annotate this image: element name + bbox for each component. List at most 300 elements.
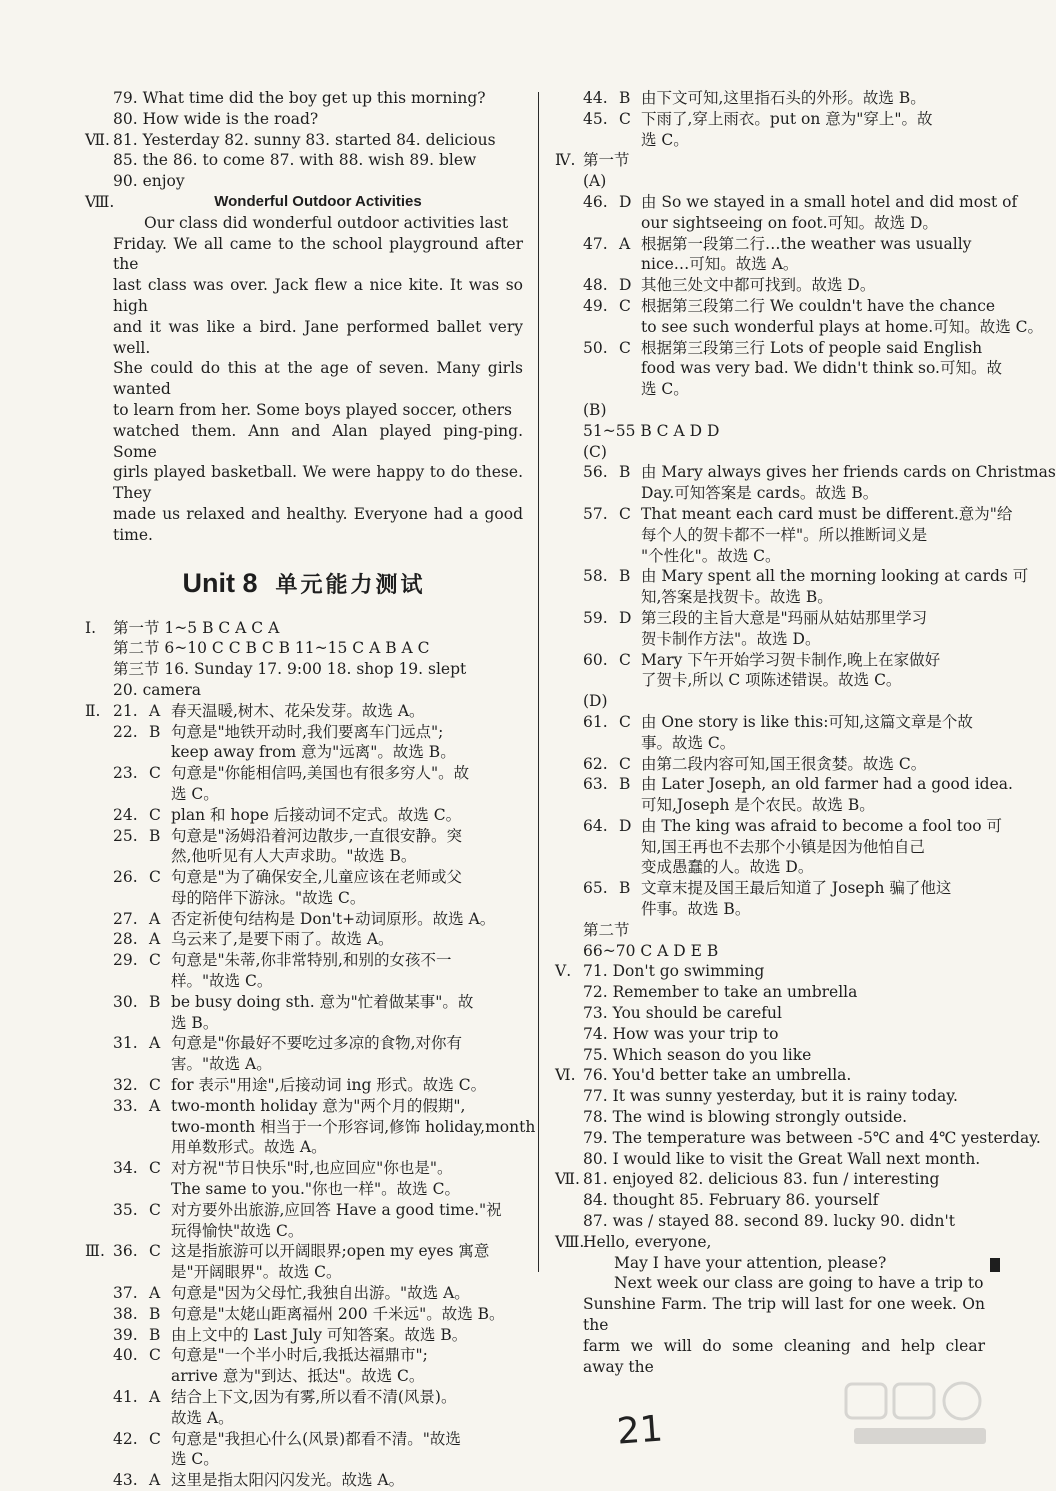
explanation-line: 害。"故选 A。 [171,1055,272,1074]
question-number: 33. [113,1096,138,1115]
answer-letter: B [149,1304,161,1323]
answer-letter: C [149,1200,161,1219]
explanation [641,608,985,650]
answer-letter: D [619,192,632,211]
explanation-line: nice…可知。故选 A。 [641,255,799,274]
column-divider [538,92,539,1272]
answer-item [85,763,523,805]
section-v-line-text: 72. Remember to take an umbrella [583,983,858,1002]
explanation-line: 由第二段内容可知,国王很贪婪。故选 C。 [641,754,927,773]
explanation-line: 故选 A。 [171,1408,234,1427]
answer-item [555,192,1018,234]
part-label: (C) [583,442,607,461]
answer-letter: C [619,296,631,315]
explanation [171,1241,523,1283]
explanation [171,701,523,722]
answer-item [555,608,985,650]
answer-item [85,1200,523,1242]
section-numeral: Ⅵ. [555,1066,576,1085]
question-number: 26. [113,868,138,887]
explanation-line: 文章末提及国王最后知道了 Joseph 骗了他这 [641,879,952,898]
answer-item [555,712,985,754]
section-v-line-text: 73. You should be careful [583,1004,782,1023]
explanation-line: 样。"故选 C。 [171,972,273,991]
answer-letter: A [149,930,161,949]
section-vi-line [555,1128,1041,1149]
section-numeral: Ⅲ. [85,1242,105,1261]
letter-line: farm we will do some cleaning and help clear away the [583,1336,985,1376]
essay-line: She could do this at the age of seven. Many girls wanted [113,359,523,399]
section-i-line-text: 20. camera [113,680,202,699]
explanation-line: 选 C。 [171,1450,219,1469]
answer-letter: C [149,951,161,970]
question-line [85,88,523,109]
answer-letter: B [619,89,631,107]
explanation [171,929,523,950]
explanation-line: 这里是指太阳闪闪发光。故选 A。 [171,1471,405,1490]
explanation [171,1200,523,1242]
question-number: 62. [583,754,608,773]
question-number: 35. [113,1200,138,1219]
explanation [171,1345,523,1387]
question-number: 56. [583,463,608,482]
explanation-line: two-month holiday 意为"两个月的假期", [171,1096,466,1115]
essay-line: and it was like a bird. Jane performed ballet very well. [113,317,523,357]
question-number: 37. [113,1284,138,1303]
letter [583,1232,985,1378]
question-number: 61. [583,712,608,731]
explanation-line: "个性化"。故选 C。 [641,546,781,565]
explanation-line: 对方要外出旅游,应回答 Have a good time."祝 [171,1200,502,1219]
section-vi-line-text: 77. It was sunny yesterday, but it is rainy today. [583,1087,958,1106]
explanation [641,296,1043,338]
letter-line: May I have your attention, please? [614,1253,887,1272]
explanation-line: That meant each card must be different.意为"给 [641,504,1013,523]
section-i-line-text: 第一节 1~5 B C A C A [113,618,280,637]
answer-item [85,1075,523,1096]
explanation [641,774,1013,816]
section-v-line [555,1024,985,1045]
explanation-line: arrive 意为"到达、抵达"。故选 C。 [171,1367,425,1386]
question-number: 47. [583,234,608,253]
explanation-line: to see such wonderful plays at home.可知。故选 C。 [641,317,1043,336]
answer-range: 51~55 B C A D D [583,421,720,440]
essay-line: to learn from her. Some boys played soccer, others [113,400,512,419]
explanation-line: 由下文可知,这里指石头的外形。故选 B。 [641,89,926,107]
explanation-line: 乌云来了,是要下雨了。故选 A。 [171,930,394,949]
answer-letter: D [619,276,632,295]
edge-mark [990,1258,1000,1272]
question-number: 22. [113,722,138,741]
explanation-line: 句意是"朱蒂,你非常特别,和别的女孩不一 [171,951,452,970]
explanation-line: The same to you."你也一样"。故选 C。 [171,1180,460,1199]
explanation-line: food was very bad. We didn't think so.可知。故 [641,359,1002,378]
question-number: 44. [583,89,608,107]
explanation [171,1325,523,1346]
explanation [171,805,523,826]
explanation [171,1075,523,1096]
question-number: 25. [113,826,138,845]
section-numeral: Ⅶ. [555,1170,580,1189]
section-numeral: Ⅷ. [555,1232,585,1251]
answer-item [85,1345,523,1387]
explanation [171,950,523,992]
section-v-line [555,1045,985,1066]
answer-letter: C [619,504,631,523]
explanation [641,712,985,754]
answer-letter: D [619,816,632,835]
explanation-line: 母的陪伴下游泳。"故选 C。 [171,888,366,907]
explanation [171,909,523,930]
answer-letter: A [149,1096,161,1115]
explanation [641,878,985,920]
explanation [641,816,1002,878]
section-numeral: Ⅱ. [85,701,101,720]
question-number: 43. [113,1471,138,1490]
right-column [555,88,1056,1377]
explanation-line: 由 Later Joseph, an old farmer had a good idea. [641,775,1013,794]
explanation-line: 句意是"因为父母忙,我独自出游。"故选 A。 [171,1284,470,1303]
letter-line: Sunshine Farm. The trip will last for one week. On the [583,1295,985,1335]
question-number: 31. [113,1034,138,1053]
explanation-line: 是"开阔眼界"。故选 C。 [171,1263,342,1282]
section-vi-line [555,1149,985,1170]
explanation [171,763,523,805]
explanation [641,462,1056,504]
answer-item [555,816,1003,878]
section-vi-line [555,1065,985,1086]
answer-letter: B [149,826,161,845]
explanation-line: plan 和 hope 后接动词不定式。故选 C。 [171,805,462,824]
answer-letter: B [619,879,631,898]
explanation [171,992,523,1034]
question-number: 27. [113,909,138,928]
question-number: 48. [583,276,608,295]
explanation-line: 了贺卡,所以 C 项陈述错误。故选 C。 [641,671,902,690]
answer-item [555,234,985,276]
explanation [641,338,1002,400]
answer-range: 66~70 C A D E B [583,941,719,960]
vii-answers-text: 90. enjoy [113,172,185,191]
answer-letter: A [149,909,161,928]
essay-line: last class was over. Jack flew a nice kite. It was so high [113,276,523,315]
section-vi-line [555,1107,985,1128]
question-number: 40. [113,1346,138,1365]
question-number: 59. [583,608,608,627]
question-number: 60. [583,650,608,669]
answer-item [85,1304,523,1325]
section-v-line [555,961,985,982]
answer-item [555,109,985,151]
explanation [641,234,985,276]
answer-item [85,805,523,826]
letter-greeting: Hello, everyone, [583,1232,712,1251]
answer-letter: C [149,1076,161,1095]
answer-item [85,929,523,950]
answer-item [85,1158,523,1200]
essay-line: girls played basketball. We were happy to do these. They [113,463,523,503]
explanation-line: 选 C。 [641,130,689,149]
answer-item [555,296,1043,338]
section-i-line [85,638,523,659]
question-number: 29. [113,951,138,970]
explanation-line: 选 C。 [641,380,689,399]
explanation-line: 由 Mary spent all the morning looking at cards 可 [641,567,1029,586]
question-number: 38. [113,1304,138,1323]
answer-letter: C [149,805,161,824]
answer-item [85,701,523,722]
answer-item [555,462,1056,504]
explanation-line: 句意是"我担心什么(风景)都看不清。"故选 [171,1429,461,1448]
question-number: 24. [113,805,138,824]
explanation-line: 句意是"太姥山距离福州 200 千米远"。故选 B。 [171,1304,505,1323]
section-numeral: Ⅶ. [85,130,110,149]
explanation-line: 根据第三段第二行 We couldn't have the chance [641,296,996,315]
watermark-logo [840,1378,1000,1451]
letter-line: Next week our class are going to have a trip to [614,1274,984,1293]
answer-letter: C [619,109,631,128]
explanation-line: 这是指旅游可以开阔眼界;open my eyes 寓意 [171,1242,490,1261]
answer-letter: C [619,338,631,357]
explanation-line: 句意是"地铁开动时,我们要离车门远点"; [171,722,444,741]
question-number: 32. [113,1076,138,1095]
section-i-line [85,659,523,680]
essay-title: Wonderful Outdoor Activities [214,192,422,210]
answer-letter: B [619,463,631,482]
explanation-line: 由 Mary always gives her friends cards on Christmas [641,463,1056,482]
explanation [171,867,523,909]
answer-item [85,1241,523,1283]
explanation [641,754,985,775]
explanation [171,1470,523,1491]
explanation [171,1387,523,1429]
section-numeral: Ⅷ. [85,192,115,211]
answer-item [85,950,523,992]
explanation [171,1429,523,1471]
section-numeral: Ⅰ. [85,618,97,637]
answer-letter: B [149,1325,161,1344]
section-numeral: Ⅴ. [555,962,572,981]
question-number: 46. [583,192,608,211]
explanation [641,192,1017,234]
answer-letter: A [619,234,631,253]
answer-letter: B [149,722,161,741]
question-number: 50. [583,338,608,357]
explanation [171,1304,523,1325]
answer-item [85,1470,523,1491]
question-number: 30. [113,992,138,1011]
section-vii-line [555,1190,985,1211]
vii-answers [85,130,523,151]
vii-answers [85,171,523,192]
question-text: 79. What time did the boy get up this morning? [113,89,486,107]
section-iv-heading-text: 第一节 [583,151,630,170]
explanation [171,1096,535,1158]
question-number: 64. [583,816,608,835]
explanation [171,826,523,868]
explanation-line: 结合上下文,因为有雾,所以看不清(风景)。 [171,1388,457,1407]
essay-line: made us relaxed and healthy. Everyone had a good time. [113,504,523,544]
explanation-line: 选 B。 [171,1013,219,1032]
explanation-line: 对方祝"节日快乐"时,也应回应"你也是"。 [171,1159,453,1178]
answer-item [555,275,985,296]
section-vii-line-text: 87. was / stayed 88. second 89. lucky 90. didn't [583,1212,955,1231]
answer-item [85,1033,523,1075]
answer-item [555,566,1029,608]
section-vii-line [555,1169,985,1190]
question-number: 65. [583,879,608,898]
answer-letter: C [149,1159,161,1178]
question-line [85,109,523,130]
question-number: 63. [583,775,608,794]
answer-letter: C [149,1346,161,1365]
section-iv-heading [555,150,985,171]
section-v-line [555,982,985,1003]
explanation-line: 变成愚蠢的人。故选 D。 [641,858,814,877]
explanation-line: 句意是"你最好不要吃过多凉的食物,对你有 [171,1034,463,1053]
question-number: 41. [113,1388,138,1407]
explanation [641,650,985,692]
section-numeral: Ⅳ. [555,151,576,170]
explanation-line: 其他三处文中都可找到。故选 D。 [641,276,876,295]
explanation [641,566,1028,608]
answer-item [555,504,1013,566]
answer-letter: A [149,1388,161,1407]
question-number: 49. [583,296,608,315]
answer-letter: C [619,712,631,731]
section-v-line-text: 75. Which season do you like [583,1045,812,1064]
explanation-line: 由 The king was afraid to become a fool too 可 [641,816,1003,835]
explanation-line: 由上文中的 Last July 可知答案。故选 B。 [171,1325,468,1344]
answer-item [85,867,523,909]
answer-letter: A [149,1034,161,1053]
explanation-line: Mary 下午开始学习贺卡制作,晚上在家做好 [641,650,941,669]
explanation-line: 然,他听见有人大声求助。"故选 B。 [171,847,417,866]
part-label: (D) [583,692,608,711]
essay [113,192,523,546]
answer-item [555,754,985,775]
answer-letter: C [619,650,631,669]
question-number: 28. [113,930,138,949]
explanation [171,1158,523,1200]
explanation-line: 事。故选 C。 [641,733,736,752]
section-v-line-text: 71. Don't go swimming [583,962,765,981]
explanation-line: 根据第三段第三行 Lots of people said English [641,338,983,357]
section-vi-line [555,1086,985,1107]
vii-answers-text: 85. the 86. to come 87. with 88. wish 89. blew [113,151,477,170]
section-i-line [85,618,523,639]
explanation-line: 用单数形式。故选 A。 [171,1138,327,1157]
section-subheading: 第二节 [583,920,630,939]
essay-block [85,192,523,546]
question-text: 80. How wide is the road? [113,109,319,128]
answer-item [555,650,985,692]
question-number: 42. [113,1429,138,1448]
answer-item [85,1096,536,1158]
section-i-line [85,680,523,701]
answer-item [85,722,523,764]
explanation-line: for 表示"用途",后接动词 ing 形式。故选 C。 [171,1076,487,1095]
question-number: 36. [113,1242,138,1261]
explanation-line: 知,国王再也不去那个小镇是因为他怕自己 [641,837,925,856]
explanation [641,275,985,296]
question-number: 23. [113,764,138,783]
letter-block [555,1232,985,1378]
answer-item [555,88,985,109]
explanation-line: 件事。故选 B。 [641,900,751,919]
answer-item [85,1387,523,1429]
answer-letter: C [149,868,161,887]
vii-answers-text: 81. Yesterday 82. sunny 83. started 84. delicious [113,130,496,149]
answer-letter: B [619,567,631,586]
explanation-line: 句意是"你能相信吗,美国也有很多穷人"。故 [171,764,470,783]
vii-answers [85,150,523,171]
explanation-line: 由 One story is like this:可知,这篇文章是个故 [641,712,973,731]
answer-letter: A [149,1284,161,1303]
section-i-line-text: 第三节 16. Sunday 17. 9:00 18. shop 19. slept [113,660,467,679]
explanation-line: 句意是"汤姆沿着河边散步,一直很安静。突 [171,826,463,845]
essay-line: Friday. We all came to the school playground after the [113,234,523,274]
section-v-line [555,1003,985,1024]
question-number: 45. [583,109,608,128]
unit-title: 单元能力测试 [275,572,426,598]
explanation [171,722,523,764]
explanation-line: 玩得愉快"故选 C。 [171,1221,304,1240]
answer-item [85,826,523,868]
explanation-line: 每个人的贺卡都不一样"。所以推断词义是 [641,525,928,544]
explanation-line: 否定祈使句结构是 Don't+动词原形。故选 A。 [171,909,496,928]
answer-letter: C [149,1429,161,1448]
part-label: (B) [583,400,607,419]
answer-item [85,1325,523,1346]
page-number: 21 [615,1408,665,1453]
answer-item [85,1429,523,1471]
answer-item [555,338,1002,400]
answer-item [85,1283,523,1304]
unit-number: Unit 8 [182,567,258,598]
answer-letter: B [149,992,161,1011]
explanation-line: Day.可知答案是 cards。故选 B。 [641,484,879,503]
explanation-line: our sightseeing on foot.可知。故选 D。 [641,213,938,232]
section-vi-line-text: 76. You'd better take an umbrella. [583,1066,852,1085]
explanation-line: be busy doing sth. 意为"忙着做某事"。故 [171,992,474,1011]
explanation-line: 可知,Joseph 是个农民。故选 B。 [641,796,875,815]
explanation [641,88,985,109]
answer-letter: C [149,764,161,783]
section-vii-line-text: 84. thought 85. February 86. yourself [583,1191,879,1210]
answer-item [85,992,523,1034]
section-vi-line-text: 79. The temperature was between -5℃ and 4℃ yesterday. [583,1128,1041,1147]
question-number: 21. [113,701,138,720]
question-number: 34. [113,1159,138,1178]
explanation [171,1283,523,1304]
answer-item [85,909,523,930]
explanation-line: 由 So we stayed in a small hotel and did most of [641,192,1018,211]
section-vii-line-text: 81. enjoyed 82. delicious 83. fun / interesting [583,1170,940,1189]
question-number: 58. [583,567,608,586]
section-v-line-text: 74. How was your trip to [583,1024,779,1043]
answer-letter: A [149,701,161,720]
section-i-line-text: 第二节 6~10 C C B C B 11~15 C A B A C [113,639,430,658]
explanation [641,504,1012,566]
unit-heading [85,568,523,602]
left-column [85,88,536,1491]
question-number: 57. [583,504,608,523]
explanation-line: 选 C。 [171,784,219,803]
essay-line: watched them. Ann and Alan played ping-ping. Some [113,421,523,461]
answer-letter: C [619,754,631,773]
section-vi-line-text: 80. I would like to visit the Great Wall next month. [583,1149,981,1168]
